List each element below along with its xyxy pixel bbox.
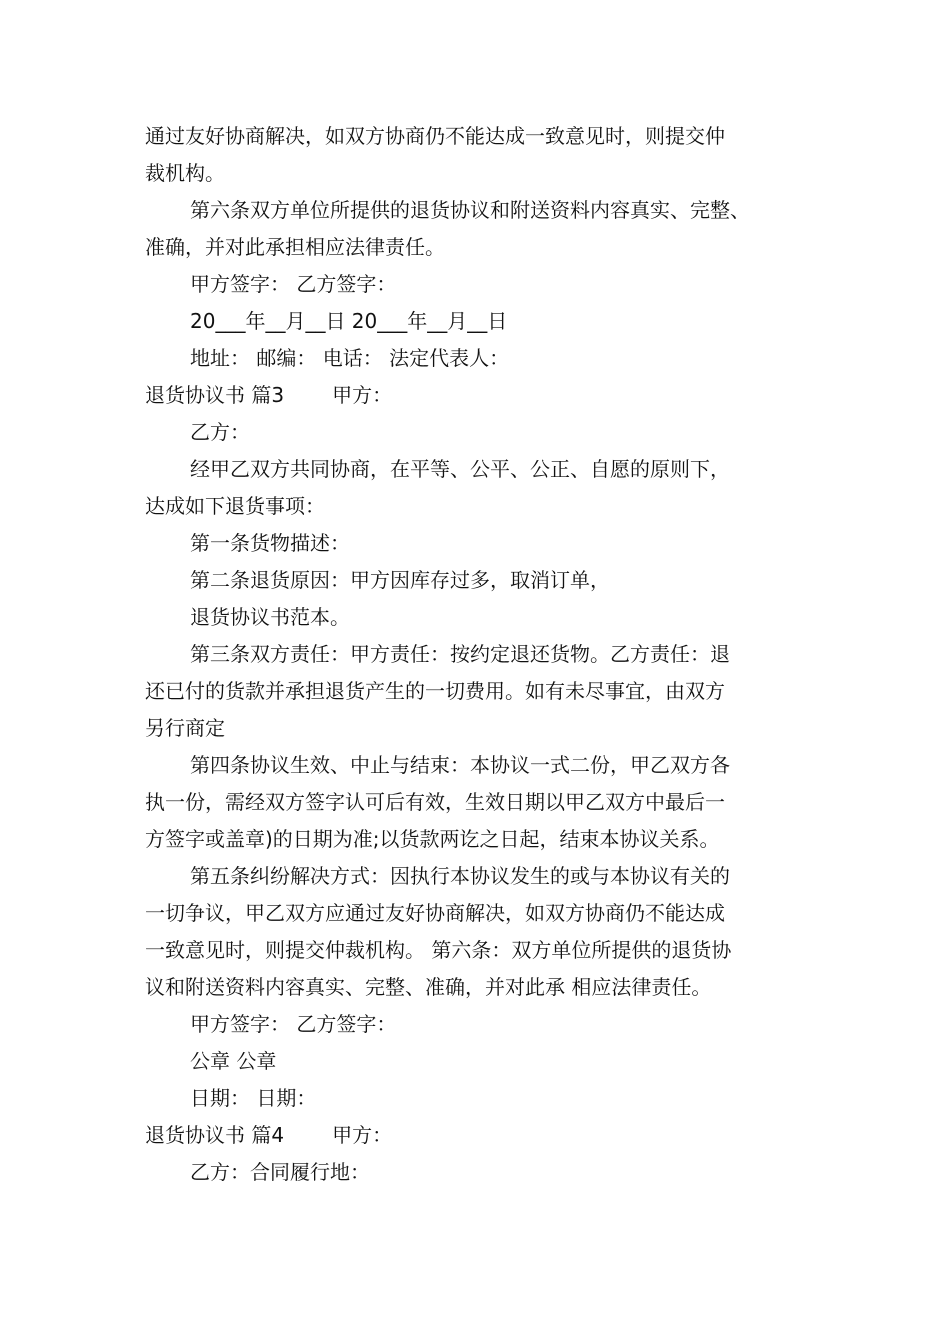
body-line: 一致意见时，则提交仲裁机构。 第六条：双方单位所提供的退货协 [145,938,732,962]
signature-line: 甲方签字： 乙方签字： [190,272,397,296]
party-b-label: 乙方： [190,420,250,444]
body-line: 议和附送资料内容真实、完整、准确，并对此承 相应法律责任。 [145,975,712,999]
body-line: 达成如下退货事项： [145,494,325,518]
body-line: 方签字或盖章)的日期为准;以货款两讫之日起，结束本协议关系。 [145,827,720,851]
body-line: 准确，并对此承担相应法律责任。 [145,235,445,259]
article-five: 第五条纠纷解决方式：因执行本协议发生的或与本协议有关的 [190,864,730,888]
section-title: 退货协议书 篇3 [145,383,285,407]
party-b-place-line: 乙方：合同履行地： [190,1160,370,1184]
signature-line: 甲方签字： 乙方签字： [190,1012,397,1036]
body-line: 还已付的货款并承担退货产生的一切费用。如有未尽事宜，由双方 [145,679,725,703]
date-line: 20___年__月__日 20___年__月__日 [190,309,508,333]
preamble: 经甲乙双方共同协商，在平等、公平、公正、自愿的原则下， [190,457,730,481]
body-line: 退货协议书范本。 [190,605,350,629]
section-heading-3 [145,377,810,414]
article-four: 第四条协议生效、中止与结束：本协议一式二份，甲乙双方各 [190,753,730,777]
article-three: 第三条双方责任：甲方责任：按约定退还货物。乙方责任：退 [190,642,730,666]
section-heading-4 [145,1117,810,1154]
body-line: 执一份，需经双方签字认可后有效，生效日期以甲乙双方中最后一 [145,790,725,814]
body-line: 另行商定 [145,716,225,740]
article-two: 第二条退货原因：甲方因库存过多，取消订单， [190,568,610,592]
party-a-label: 甲方： [332,383,393,407]
article-six: 第六条双方单位所提供的退货协议和附送资料内容真实、完整、 [190,198,750,222]
document-body [145,118,810,1191]
section-title: 退货协议书 篇4 [145,1123,285,1147]
seal-line: 公章 公章 [190,1049,277,1073]
body-line: 一切争议，甲乙双方应通过友好协商解决，如双方协商仍不能达成 [145,901,725,925]
body-line: 裁机构。 [145,161,225,185]
article-one: 第一条货物描述： [190,531,350,555]
body-line: 通过友好协商解决，如双方协商仍不能达成一致意见时，则提交仲 [145,124,725,148]
party-a-label: 甲方： [332,1123,393,1147]
contact-line: 地址： 邮编： 电话： 法定代表人： [190,346,510,370]
date-label-line: 日期： 日期： [190,1086,317,1110]
